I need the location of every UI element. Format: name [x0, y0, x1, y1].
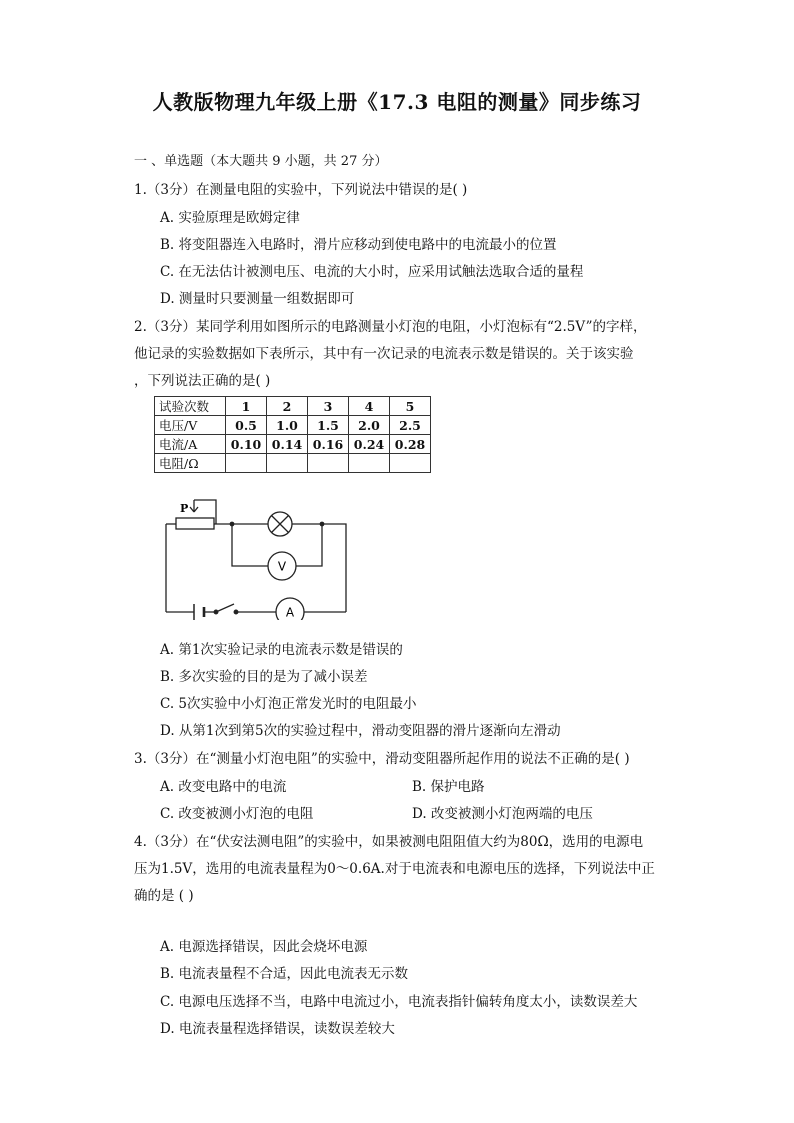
junction-dot [230, 522, 235, 527]
table-cell: 电流/A [155, 435, 226, 454]
wire-top-right [292, 524, 346, 612]
q4-option-d[interactable]: D. 电流表量程选择错误，读数误差较大 [160, 1021, 395, 1037]
table-cell: 4 [349, 397, 390, 416]
voltmeter-label: V [277, 559, 287, 574]
q4-stem-line2: 压为1.5V，选用的电流表量程为0～0.6A.对于电流表和电源电压的选择，下列说法中正 [134, 861, 655, 877]
q4-option-a[interactable]: A. 电源选择错误，因此会烧坏电源 [160, 939, 368, 955]
q2-stem-line3: ，下列说法正确的是( ) [134, 373, 271, 389]
q1-option-a[interactable]: A. 实验原理是欧姆定律 [160, 210, 300, 226]
slider-label: P [180, 502, 189, 515]
table-cell: 0.28 [390, 435, 431, 454]
battery-icon [194, 604, 204, 620]
q1-option-c[interactable]: C. 在无法估计被测电压、电流的大小时，应采用试触法选取合适的量程 [160, 264, 584, 280]
q3-option-d[interactable]: D. 改变被测小灯泡两端的电压 [412, 806, 593, 822]
table-cell: 2.5 [390, 416, 431, 435]
q2-option-c[interactable]: C. 5次实验中小灯泡正常发光时的电阻最小 [160, 696, 417, 712]
table-row [155, 397, 431, 416]
table-cell: 电阻/Ω [155, 454, 226, 473]
ammeter-label: A [285, 605, 295, 620]
table-cell: 0.10 [226, 435, 267, 454]
table-row [155, 416, 431, 435]
q4-stem-line1: 4.（3分）在“伏安法测电阻”的实验中，如果被测电阻阻值大约为80Ω，选用的电源电 [134, 834, 644, 850]
table-cell: 0.5 [226, 416, 267, 435]
table-cell [349, 454, 390, 473]
table-row [155, 435, 431, 454]
q2-option-b[interactable]: B. 多次实验的目的是为了减小误差 [160, 669, 368, 685]
table-cell [308, 454, 349, 473]
q1-option-b[interactable]: B. 将变阻器连入电路时，滑片应移动到使电路中的电流最小的位置 [160, 237, 557, 253]
switch-icon [214, 604, 238, 614]
table-cell: 2.0 [349, 416, 390, 435]
table-cell: 0.16 [308, 435, 349, 454]
table-cell: 5 [390, 397, 431, 416]
q2-option-a[interactable]: A. 第1次实验记录的电流表示数是错误的 [160, 642, 403, 658]
table-cell: 3 [308, 397, 349, 416]
table-cell: 1 [226, 397, 267, 416]
wire-voltmeter-left [232, 524, 268, 566]
q3-option-b[interactable]: B. 保护电路 [412, 779, 485, 795]
table-cell: 电压/V [155, 416, 226, 435]
junction-dot [320, 522, 325, 527]
q3-stem: 3.（3分）在“测量小灯泡电阻”的实验中，滑动变阻器所起作用的说法不正确的是( ) [134, 751, 630, 767]
q3-option-a[interactable]: A. 改变电路中的电流 [160, 779, 287, 795]
circuit-diagram [150, 494, 360, 620]
table-cell: 试验次数 [155, 397, 226, 416]
page-title: 人教版物理九年级上册《17.3 电阻的测量》同步练习 [152, 90, 642, 114]
experiment-data-table [154, 396, 431, 473]
q1-stem: 1.（3分）在测量电阻的实验中，下列说法中错误的是( ) [134, 182, 468, 198]
q4-option-c[interactable]: C. 电源电压选择不当，电路中电流过小，电流表指针偏转角度太小，读数误差大 [160, 994, 638, 1010]
q2-stem-line2: 他记录的实验数据如下表所示，其中有一次记录的电流表示数是错误的。关于该实验 [134, 346, 634, 362]
wire-voltmeter-right [296, 524, 322, 566]
q3-option-c[interactable]: C. 改变被测小灯泡的电阻 [160, 806, 314, 822]
table-cell: 1.5 [308, 416, 349, 435]
q2-stem-line1: 2.（3分）某同学利用如图所示的电路测量小灯泡的电阻，小灯泡标有“2.5V”的字样， [134, 319, 647, 335]
q2-option-d[interactable]: D. 从第1次到第5次的实验过程中，滑动变阻器的滑片逐渐向左滑动 [160, 723, 561, 739]
lamp-icon [268, 512, 292, 536]
table-cell [267, 454, 308, 473]
table-cell: 1.0 [267, 416, 308, 435]
section-heading: 一 、单选题（本大题共 9 小题，共 27 分） [134, 154, 388, 169]
table-cell: 0.24 [349, 435, 390, 454]
q4-stem-line3: 确的是 ( ) [134, 888, 194, 904]
table-cell [226, 454, 267, 473]
table-cell: 0.14 [267, 435, 308, 454]
table-cell [390, 454, 431, 473]
q1-option-d[interactable]: D. 测量时只要测量一组数据即可 [160, 291, 355, 307]
rheostat-icon [176, 518, 214, 529]
q4-option-b[interactable]: B. 电流表量程不合适，因此电流表无示数 [160, 966, 409, 982]
table-cell: 2 [267, 397, 308, 416]
table-row [155, 454, 431, 473]
